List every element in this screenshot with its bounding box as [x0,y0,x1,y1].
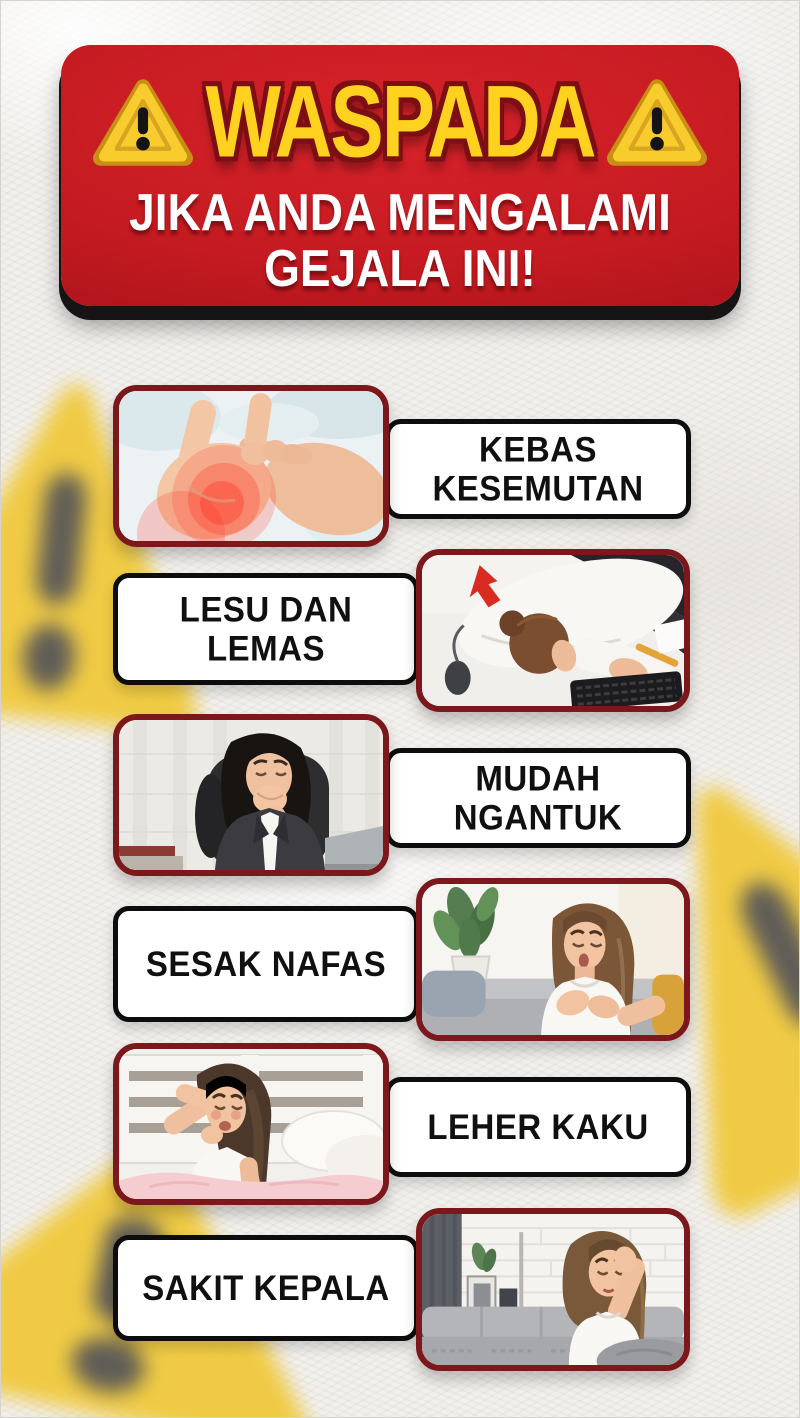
symptom-label: LESU DAN LEMAS [179,588,353,668]
symptom-label-box [113,573,419,685]
warning-header-banner [61,45,739,306]
symptom-label: SAKIT KEPALA [142,1267,390,1308]
woman-yawning-at-desk-illustration [119,720,383,870]
symptom-photo-sesak-nafas [416,878,690,1041]
symptom-label-box [113,1235,419,1341]
poster-subtitle [129,182,671,297]
woman-neck-pain-in-bed-illustration [119,1049,383,1199]
symptom-photo-leher-kaku [113,1043,389,1205]
warning-triangle-icon [92,75,194,170]
header-title-row [92,61,709,183]
subtitle-line-1: JIKA ANDA MENGALAMI [129,182,671,242]
symptom-photo-sakit-kepala [416,1208,690,1371]
symptom-photo-lesu-dan-lemas [416,549,690,712]
subtitle-line-2: GEJALA INI! [264,238,536,297]
symptom-photo-mudah-ngantuk [113,714,389,876]
woman-chest-pain-illustration [422,884,684,1035]
symptom-label: LEHER KAKU [427,1106,649,1147]
symptom-label-box [385,748,691,848]
woman-headache-on-sofa-illustration [422,1214,684,1365]
symptom-label: KEBAS KESEMUTAN [432,428,644,508]
symptom-label: SESAK NAFAS [145,943,387,984]
poster-title: WASPADA [205,64,595,179]
symptom-label: MUDAH NGANTUK [453,757,623,837]
warning-triangle-icon [606,75,708,170]
hand-numbness-pain-illustration [119,391,383,541]
symptom-label-box [385,1077,691,1177]
woman-asleep-at-desk-illustration [422,555,684,706]
symptom-label-box [385,419,691,519]
symptom-label-box [113,906,419,1022]
symptom-photo-kebas-kesemutan [113,385,389,547]
